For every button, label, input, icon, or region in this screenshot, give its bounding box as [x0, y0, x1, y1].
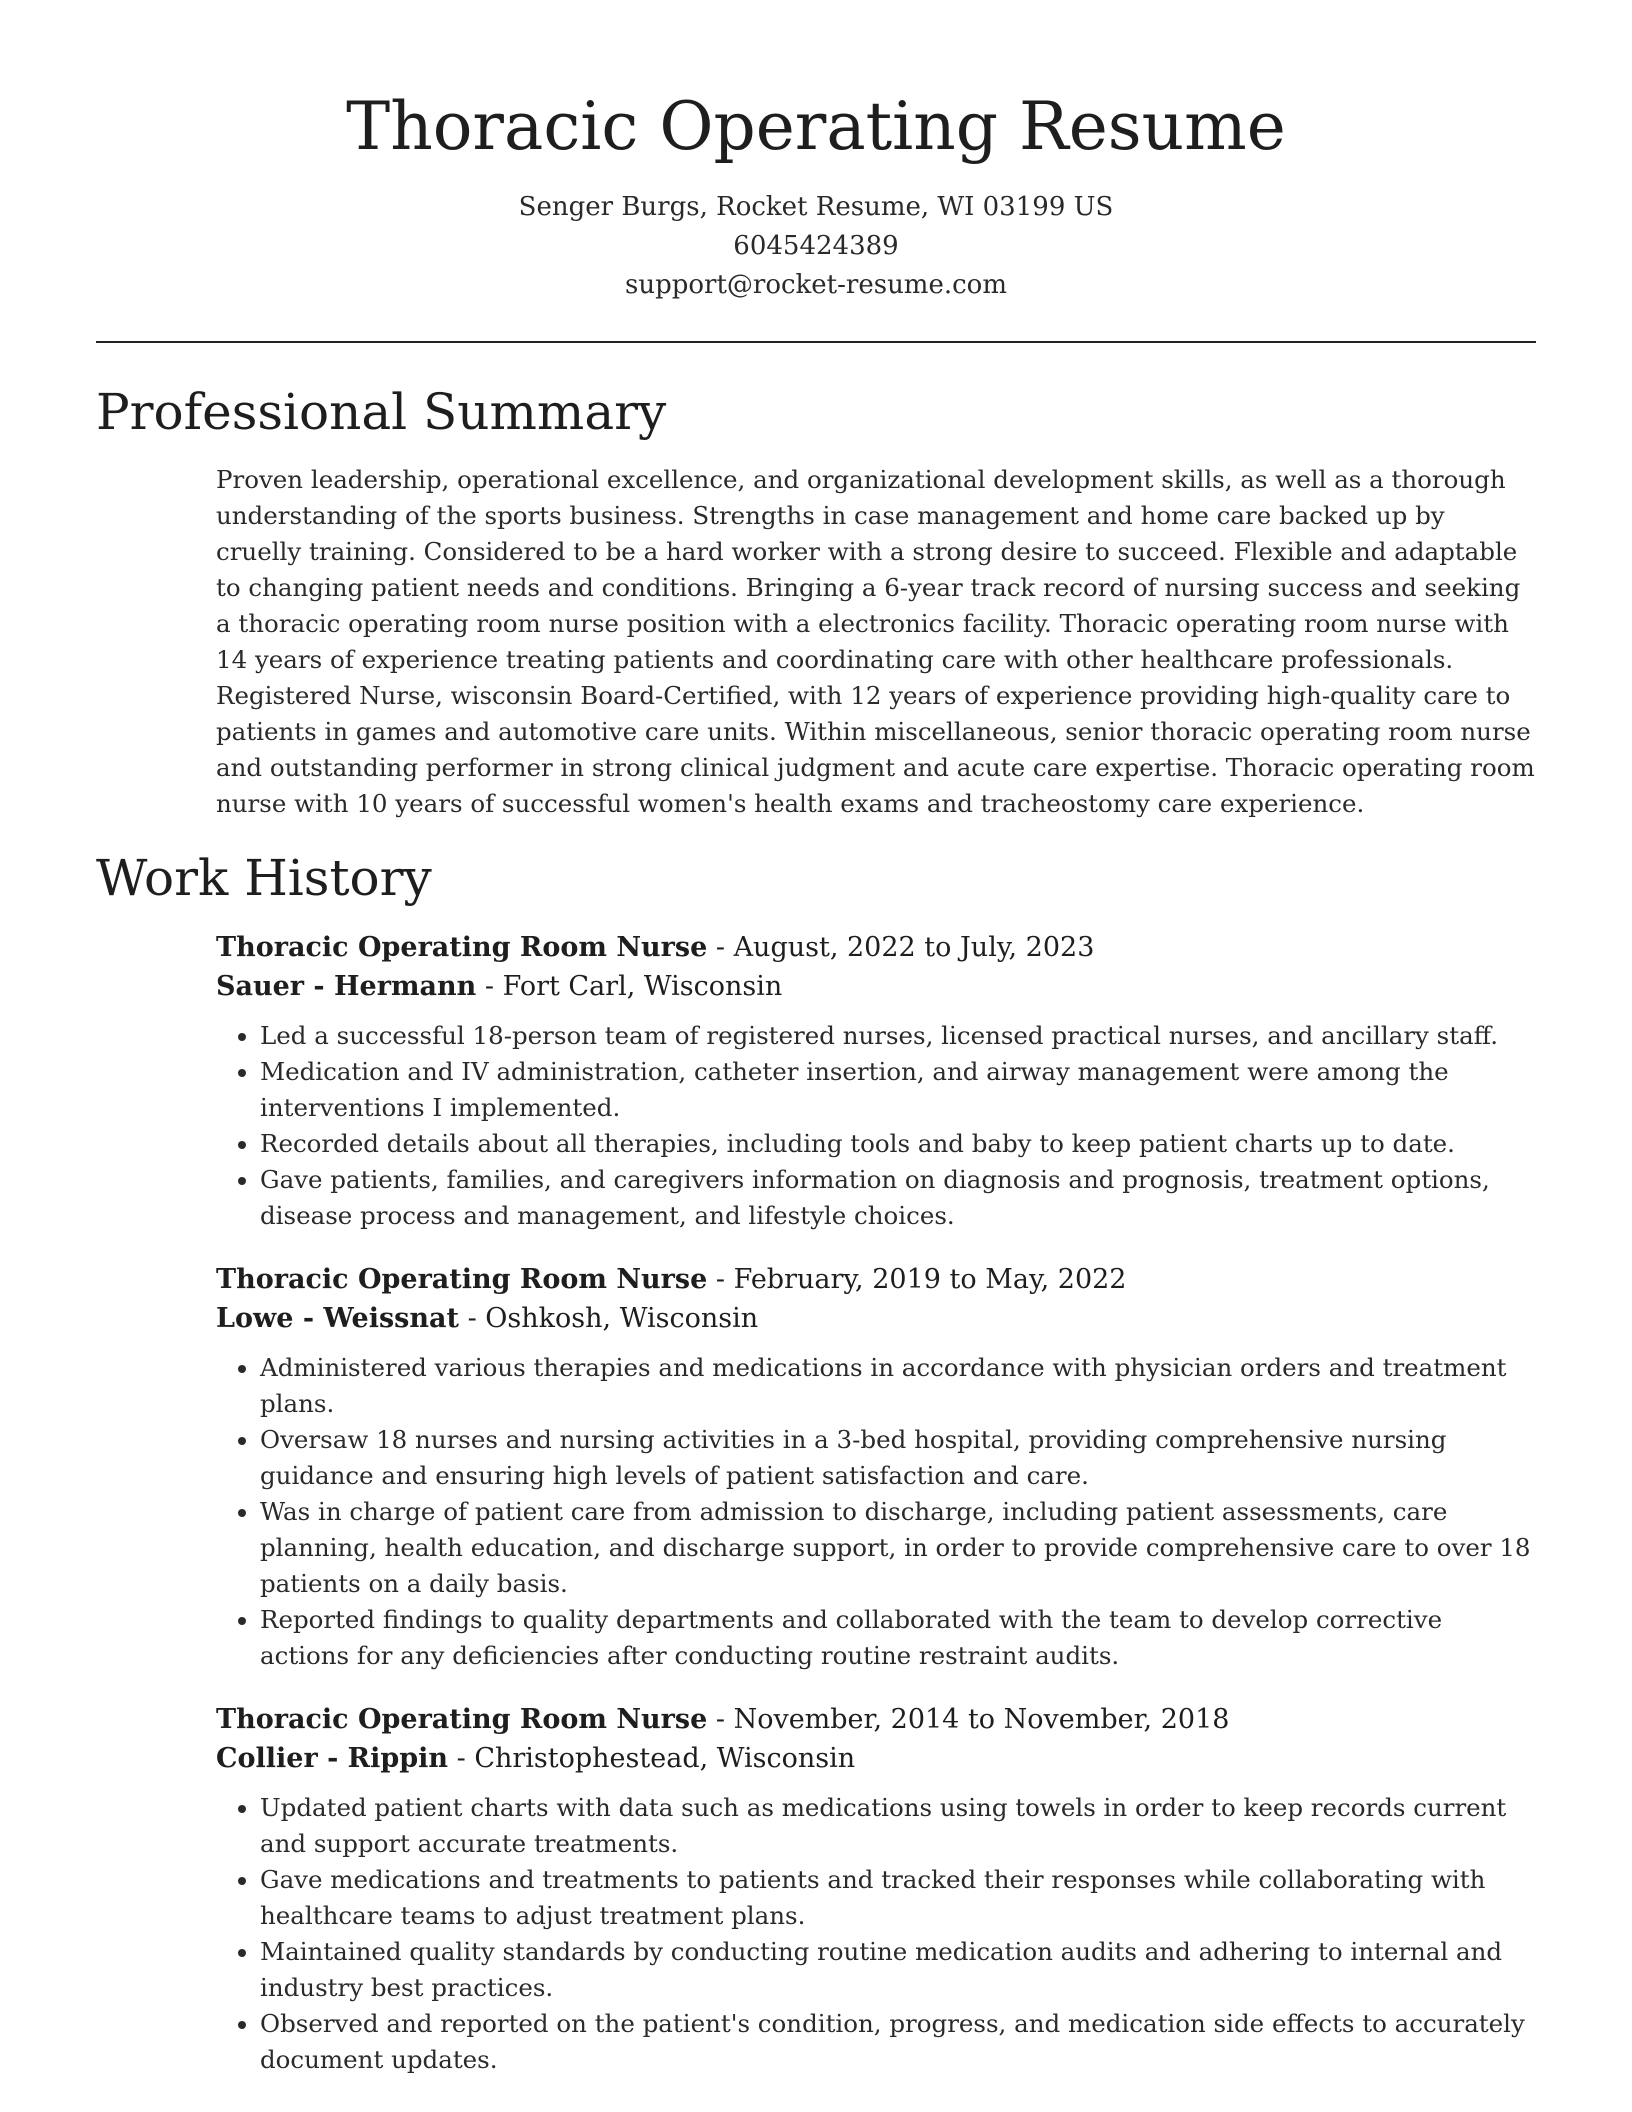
job-location: Oshkosh, Wisconsin [485, 1303, 759, 1334]
job-bullet: • Led a successful 18-person team of registered nurses, licensed practical nurses, and ancillary staff. [260, 1018, 1536, 1054]
job-company-line [216, 967, 1536, 1006]
job-bullet: • Gave medications and treatments to patients and tracked their responses while collaborating with healthcare teams to adjust treatment plans. [260, 1862, 1536, 1934]
job-bullet: • Oversaw 18 nurses and nursing activities in a 3-bed hospital, providing comprehensive nursing guidance and ensuring high levels of patient satisfaction and care. [260, 1422, 1536, 1494]
job-bullet: • Was in charge of patient care from admission to discharge, including patient assessments, care planning, health education, and discharge support, in order to provide comprehensive care to over 18 patients on a daily basis. [260, 1494, 1536, 1602]
job-location: Christophestead, Wisconsin [474, 1743, 856, 1774]
summary-heading: Professional Summary [96, 383, 667, 441]
job-dates: February, 2019 to May, 2022 [733, 1264, 1127, 1295]
resume-title: Thoracic Operating Resume [346, 88, 1286, 165]
job-dates: November, 2014 to November, 2018 [733, 1704, 1230, 1735]
job-bullet: • Updated patient charts with data such as medications using towels in order to keep records current and support accurate treatments. [260, 1790, 1536, 1862]
job-bullets [216, 1790, 1536, 2078]
job-bullet: • Maintained quality standards by conducting routine medication audits and adhering to internal and industry best practices. [260, 1934, 1536, 2006]
job-entry [216, 1260, 1536, 1674]
contact-address: Senger Burgs, Rocket Resume, WI 03199 US [518, 192, 1114, 222]
job-company-line [216, 1739, 1536, 1778]
job-company: Sauer - Hermann [216, 971, 477, 1002]
job-bullet: • Observed and reported on the patient's condition, progress, and medication side effects to accurately document updates. [260, 2006, 1536, 2078]
job-separator: - [707, 932, 734, 963]
job-company-line [216, 1299, 1536, 1338]
job-role: Thoracic Operating Room Nurse [216, 1264, 708, 1295]
job-bullet: • Gave patients, families, and caregivers information on diagnosis and prognosis, treatment options, disease process and management, and lifestyle choices. [260, 1162, 1536, 1234]
work-history-heading: Work History [96, 849, 432, 907]
summary-text: Proven leadership, operational excellence, and organizational development skills, as well as a thorough understanding of the sports business. Strengths in case management and home care backed up by cruelly training. Considered to be a hard worker with a strong desire to succeed. Flexible and adaptable to changing patient needs and conditions. Bringing a 6-year track record of nursing success and seeking a thoracic operating room nurse position with a electronics facility. Thoracic operating room nurse with 14 years of experience treating patients and coordinating care with other healthcare professionals. Registered Nurse, wisconsin Board-Certified, with 12 years of experience providing high-quality care to patients in games and automotive care units. Within miscellaneous, senior thoracic operating room nurse and outstanding performer in strong clinical judgment and acute care expertise. Thoracic operating room nurse with 10 years of successful women's health exams and tracheostomy care experience. [216, 465, 1535, 818]
job-separator: - [476, 971, 503, 1002]
job-bullet: • Reported findings to quality departments and collaborated with the team to develop corrective actions for any deficiencies after conducting routine restraint audits. [260, 1602, 1536, 1674]
job-company: Collier - Rippin [216, 1743, 449, 1774]
contact-block [0, 188, 1632, 305]
job-location: Fort Carl, Wisconsin [502, 971, 783, 1002]
job-title-line [216, 1260, 1536, 1299]
job-bullet: • Recorded details about all therapies, including tools and baby to keep patient charts up to date. [260, 1126, 1536, 1162]
job-company: Lowe - Weissnat [216, 1303, 459, 1334]
job-bullet: • Administered various therapies and medications in accordance with physician orders and treatment plans. [260, 1350, 1536, 1422]
resume-header [0, 0, 1632, 305]
job-bullet: • Medication and IV administration, catheter insertion, and airway management were among the interventions I implemented. [260, 1054, 1536, 1126]
job-dates: August, 2022 to July, 2023 [733, 932, 1095, 963]
job-role: Thoracic Operating Room Nurse [216, 932, 708, 963]
job-separator: - [707, 1264, 734, 1295]
job-separator: - [707, 1704, 734, 1735]
contact-email: support@rocket-resume.com [624, 270, 1007, 300]
job-list [216, 928, 1536, 2104]
job-entry [216, 928, 1536, 1234]
header-divider [96, 341, 1536, 343]
job-bullets [216, 1018, 1536, 1234]
contact-phone: 6045424389 [733, 231, 899, 261]
job-separator: - [458, 1303, 486, 1334]
job-title-line [216, 928, 1536, 967]
job-separator: - [448, 1743, 475, 1774]
job-role: Thoracic Operating Room Nurse [216, 1704, 708, 1735]
job-bullets [216, 1350, 1536, 1674]
job-title-line [216, 1700, 1536, 1739]
job-entry [216, 1700, 1536, 2078]
